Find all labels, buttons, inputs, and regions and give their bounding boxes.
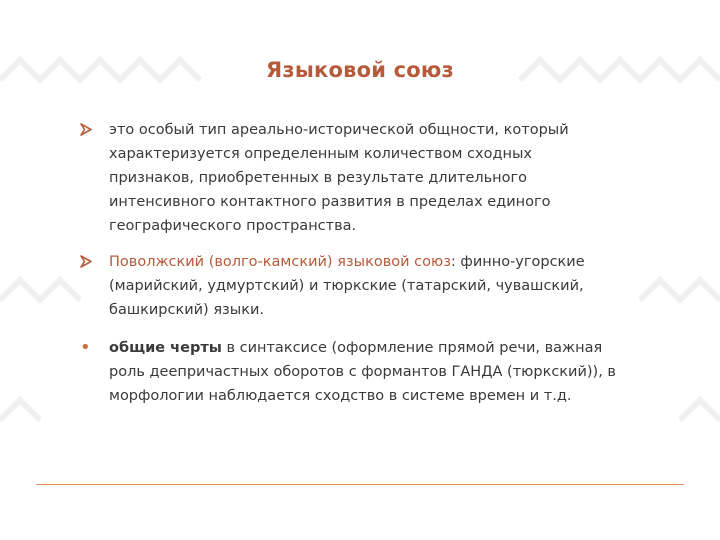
slide-title: Языковой союз <box>266 58 454 82</box>
item-text: : финно-угорские (марийский, удмуртский) и тюркские (татарский, чувашский, башкирский) языки. <box>109 254 585 318</box>
slide-content <box>80 118 620 408</box>
arrow-icon <box>80 250 96 274</box>
item-text: в синтаксисе (оформление прямой речи, важная роль деепричастных оборотов с формантов ГАНДА (тюркский)), в морфологии наблюдается сходство в системе времен и т.д. <box>109 340 616 404</box>
item-bold: общие черты <box>109 340 222 356</box>
item-text: это особый тип ареально-исторической общности, который характеризуется определенным количеством сходных признаков, приобретенных в результате длительного интенсивного контактного развития в пределах единого географического пространства. <box>109 122 569 234</box>
footer-divider <box>36 484 684 485</box>
bullet-dot: • <box>80 337 91 358</box>
list-item <box>80 250 620 322</box>
item-highlight: Поволжский (волго-камский) языковой союз <box>109 254 451 270</box>
arrow-icon <box>80 118 96 142</box>
list-item <box>80 336 620 408</box>
list-item <box>80 118 620 238</box>
